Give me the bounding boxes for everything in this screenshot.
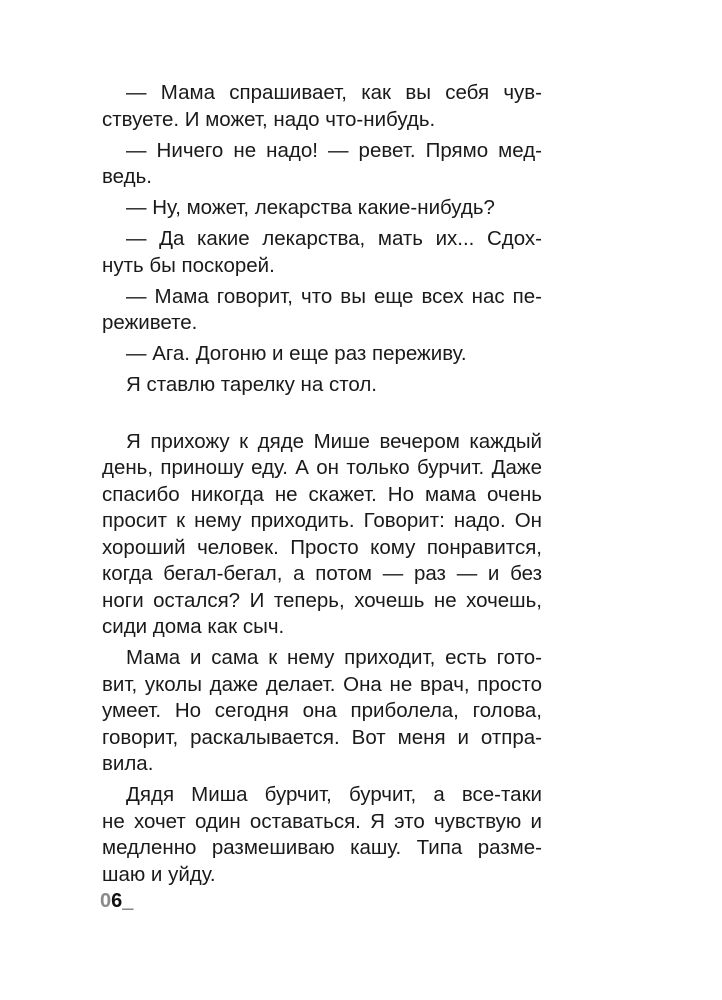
text-line: — Мама говорит, что вы еще всех нас пе- <box>126 284 542 308</box>
paragraph <box>102 782 542 888</box>
text-line: спасибо никогда не скажет. Но мама очень <box>102 482 542 506</box>
text-line: — Да какие лекарства, мать их... Сдох- <box>126 227 542 250</box>
paragraph <box>102 138 542 191</box>
text-line: нуть бы поскорей. <box>102 253 275 277</box>
text-line: сиди дома как сыч. <box>102 615 285 638</box>
page-text <box>102 80 542 888</box>
text-line: — Ага. Догоню и еще раз переживу. <box>126 342 467 365</box>
text-line: говорит, раскалывается. Вот меня и отпра- <box>102 725 542 749</box>
text-line: умеет. Но сегодня она приболела, голова, <box>102 699 542 722</box>
text-line: ведь. <box>102 165 152 188</box>
text-line: ствуете. И может, надо что-нибудь. <box>102 107 436 131</box>
text-line: — Ничего не надо! — ревет. Прямо мед- <box>126 138 542 162</box>
text-line: Мама и сама к нему приходит, есть гото- <box>126 646 542 669</box>
paragraph <box>102 645 542 778</box>
paragraph <box>102 80 542 133</box>
text-line: — Мама спрашивает, как вы себя чув- <box>126 81 542 104</box>
text-line: не хочет один оставаться. Я это чувствую и <box>102 809 542 833</box>
page-number-rest: 6_ <box>111 890 134 912</box>
text-line: Дядя Миша бурчит, бурчит, а все-таки <box>126 783 542 806</box>
text-line: вила. <box>102 752 154 775</box>
page-number-first-digit: 0 <box>100 890 112 912</box>
text-line: Я ставлю тарелку на стол. <box>126 373 377 396</box>
text-line: когда бегал-бегал, а потом — раз — и без <box>102 562 542 585</box>
paragraph <box>102 429 542 641</box>
text-line: хороший человек. Просто кому понравится, <box>102 535 542 559</box>
page-number <box>100 889 133 913</box>
text-line: Я прихожу к дяде Мише вечером каждый <box>126 429 542 453</box>
text-line: шаю и уйду. <box>102 862 216 886</box>
text-line: просит к нему приходить. Говорит: надо. Он <box>102 509 542 532</box>
text-line: день, приношу еду. А он только бурчит. Даже <box>102 456 542 479</box>
paragraph <box>102 195 542 222</box>
text-line: реживете. <box>102 311 198 334</box>
paragraph <box>102 372 542 399</box>
paragraph <box>102 226 542 279</box>
text-line: — Ну, может, лекарства какие-нибудь? <box>126 196 495 219</box>
paragraph <box>102 284 542 337</box>
paragraph <box>102 341 542 368</box>
text-line: вит, уколы даже делает. Она не врач, просто <box>102 672 542 696</box>
text-line: ноги остался? И теперь, хочешь не хочешь, <box>102 588 542 612</box>
text-line: медленно размешиваю кашу. Типа разме- <box>102 836 542 859</box>
